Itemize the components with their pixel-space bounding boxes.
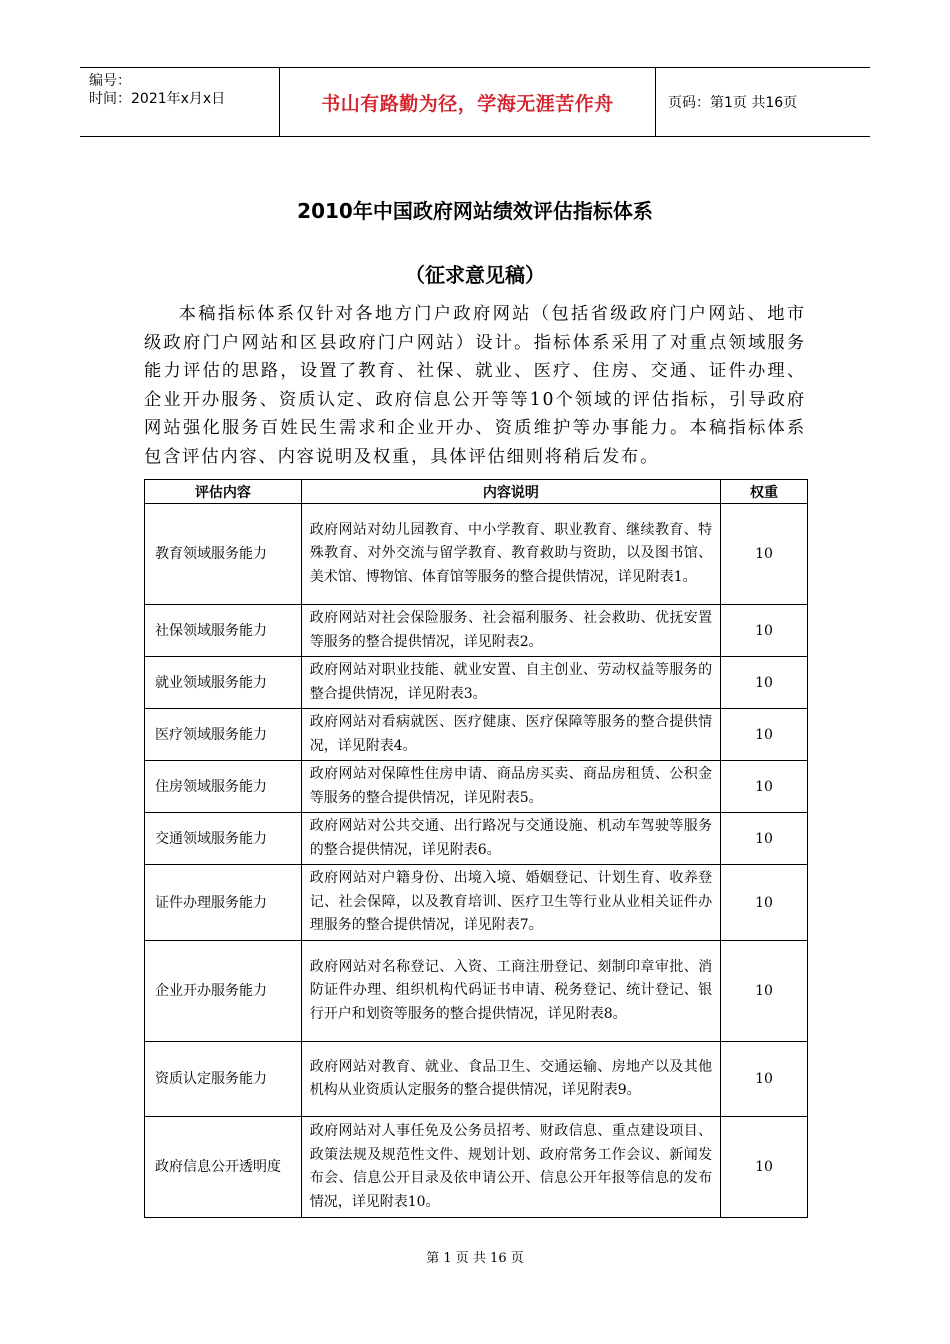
- header-motto: 书山有路勤为径，学海无涯苦作舟: [280, 68, 656, 136]
- row-description: 政府网站对看病就医、医疗健康、医疗保障等服务的整合提供情况，详见附表4。: [301, 709, 720, 761]
- criteria-table: [144, 479, 808, 1218]
- page-footer: 第 1 页 共 16 页: [426, 1251, 524, 1266]
- row-name: 企业开办服务能力: [145, 941, 302, 1042]
- row-description: 政府网站对人事任免及公务员招考、财政信息、重点建设项目、政策法规及规范性文件、规划计划、政府常务工作会议、新闻发布会、信息公开目录及依申请公开、信息公开年报等信息的发布情况，详见附表10。: [301, 1117, 720, 1218]
- header-meta: [80, 68, 280, 136]
- row-description: 政府网站对教育、就业、食品卫生、交通运输、房地产以及其他机构从业资质认定服务的整合提供情况，详见附表9。: [301, 1042, 720, 1117]
- row-description: 政府网站对保障性住房申请、商品房买卖、商品房租赁、公积金等服务的整合提供情况，详见附表5。: [301, 761, 720, 813]
- table-row: [145, 813, 808, 865]
- row-weight: 10: [721, 605, 808, 657]
- page-header: [80, 67, 870, 137]
- row-description: 政府网站对名称登记、入资、工商注册登记、刻制印章审批、消防证件办理、组织机构代码证书申请、税务登记、统计登记、银行开户和划资等服务的整合提供情况，详见附表8。: [301, 941, 720, 1042]
- table-row: [145, 605, 808, 657]
- table-row: [145, 709, 808, 761]
- row-name: 社保领域服务能力: [145, 605, 302, 657]
- row-name: 交通领域服务能力: [145, 813, 302, 865]
- row-weight: 10: [721, 1042, 808, 1117]
- header-weight: 权重: [721, 480, 808, 504]
- header-content: 评估内容: [145, 480, 302, 504]
- table-row: [145, 504, 808, 605]
- document-title: 2010年中国政府网站绩效评估指标体系: [297, 199, 653, 223]
- row-weight: 10: [721, 657, 808, 709]
- row-weight: 10: [721, 1117, 808, 1218]
- row-description: 政府网站对户籍身份、出境入境、婚姻登记、计划生育、收养登记、社会保障，以及教育培训、医疗卫生等行业从业相关证件办理服务的整合提供情况，详见附表7。: [301, 865, 720, 941]
- row-weight: 10: [721, 813, 808, 865]
- header-page-label: 页码：第1页 共16页: [668, 95, 798, 111]
- document-number-label: 编号：: [89, 73, 131, 89]
- table-row: [145, 941, 808, 1042]
- row-name: 就业领域服务能力: [145, 657, 302, 709]
- row-weight: 10: [721, 865, 808, 941]
- row-weight: 10: [721, 761, 808, 813]
- row-name: 教育领域服务能力: [145, 504, 302, 605]
- row-description: 政府网站对幼儿园教育、中小学教育、职业教育、继续教育、特殊教育、对外交流与留学教育、教育救助与资助，以及图书馆、美术馆、博物馆、体育馆等服务的整合提供情况，详见附表1。: [301, 504, 720, 605]
- table-row: [145, 761, 808, 813]
- document-time-label: 时间：2021年x月x日: [89, 91, 226, 107]
- row-name: 证件办理服务能力: [145, 865, 302, 941]
- header-description: 内容说明: [301, 480, 720, 504]
- table-row: [145, 1042, 808, 1117]
- row-weight: 10: [721, 709, 808, 761]
- row-description: 政府网站对职业技能、就业安置、自主创业、劳动权益等服务的整合提供情况，详见附表3。: [301, 657, 720, 709]
- document-subtitle: （征求意见稿）: [405, 263, 545, 287]
- table-row: [145, 657, 808, 709]
- table-row: [145, 865, 808, 941]
- row-name: 住房领域服务能力: [145, 761, 302, 813]
- row-description: 政府网站对公共交通、出行路况与交通设施、机动车驾驶等服务的整合提供情况，详见附表6。: [301, 813, 720, 865]
- intro-paragraph: 本稿指标体系仅针对各地方门户政府网站（包括省级政府门户网站、地市级政府门户网站和区县政府门户网站）设计。指标体系采用了对重点领域服务能力评估的思路，设置了教育、社保、就业、医疗、住房、交通、证件办理、企业开办服务、资质认定、政府信息公开等等10个领域的评估指标，引导政府网站强化服务百姓民生需求和企业开办、资质维护等办事能力。本稿指标体系包含评估内容、内容说明及权重，具体评估细则将稍后发布。: [144, 304, 806, 467]
- row-weight: 10: [721, 504, 808, 605]
- row-name: 政府信息公开透明度: [145, 1117, 302, 1218]
- table-row: [145, 1117, 808, 1218]
- row-description: 政府网站对社会保险服务、社会福利服务、社会救助、优抚安置等服务的整合提供情况，详见附表2。: [301, 605, 720, 657]
- table-header-row: [145, 480, 808, 504]
- row-name: 医疗领域服务能力: [145, 709, 302, 761]
- row-weight: 10: [721, 941, 808, 1042]
- row-name: 资质认定服务能力: [145, 1042, 302, 1117]
